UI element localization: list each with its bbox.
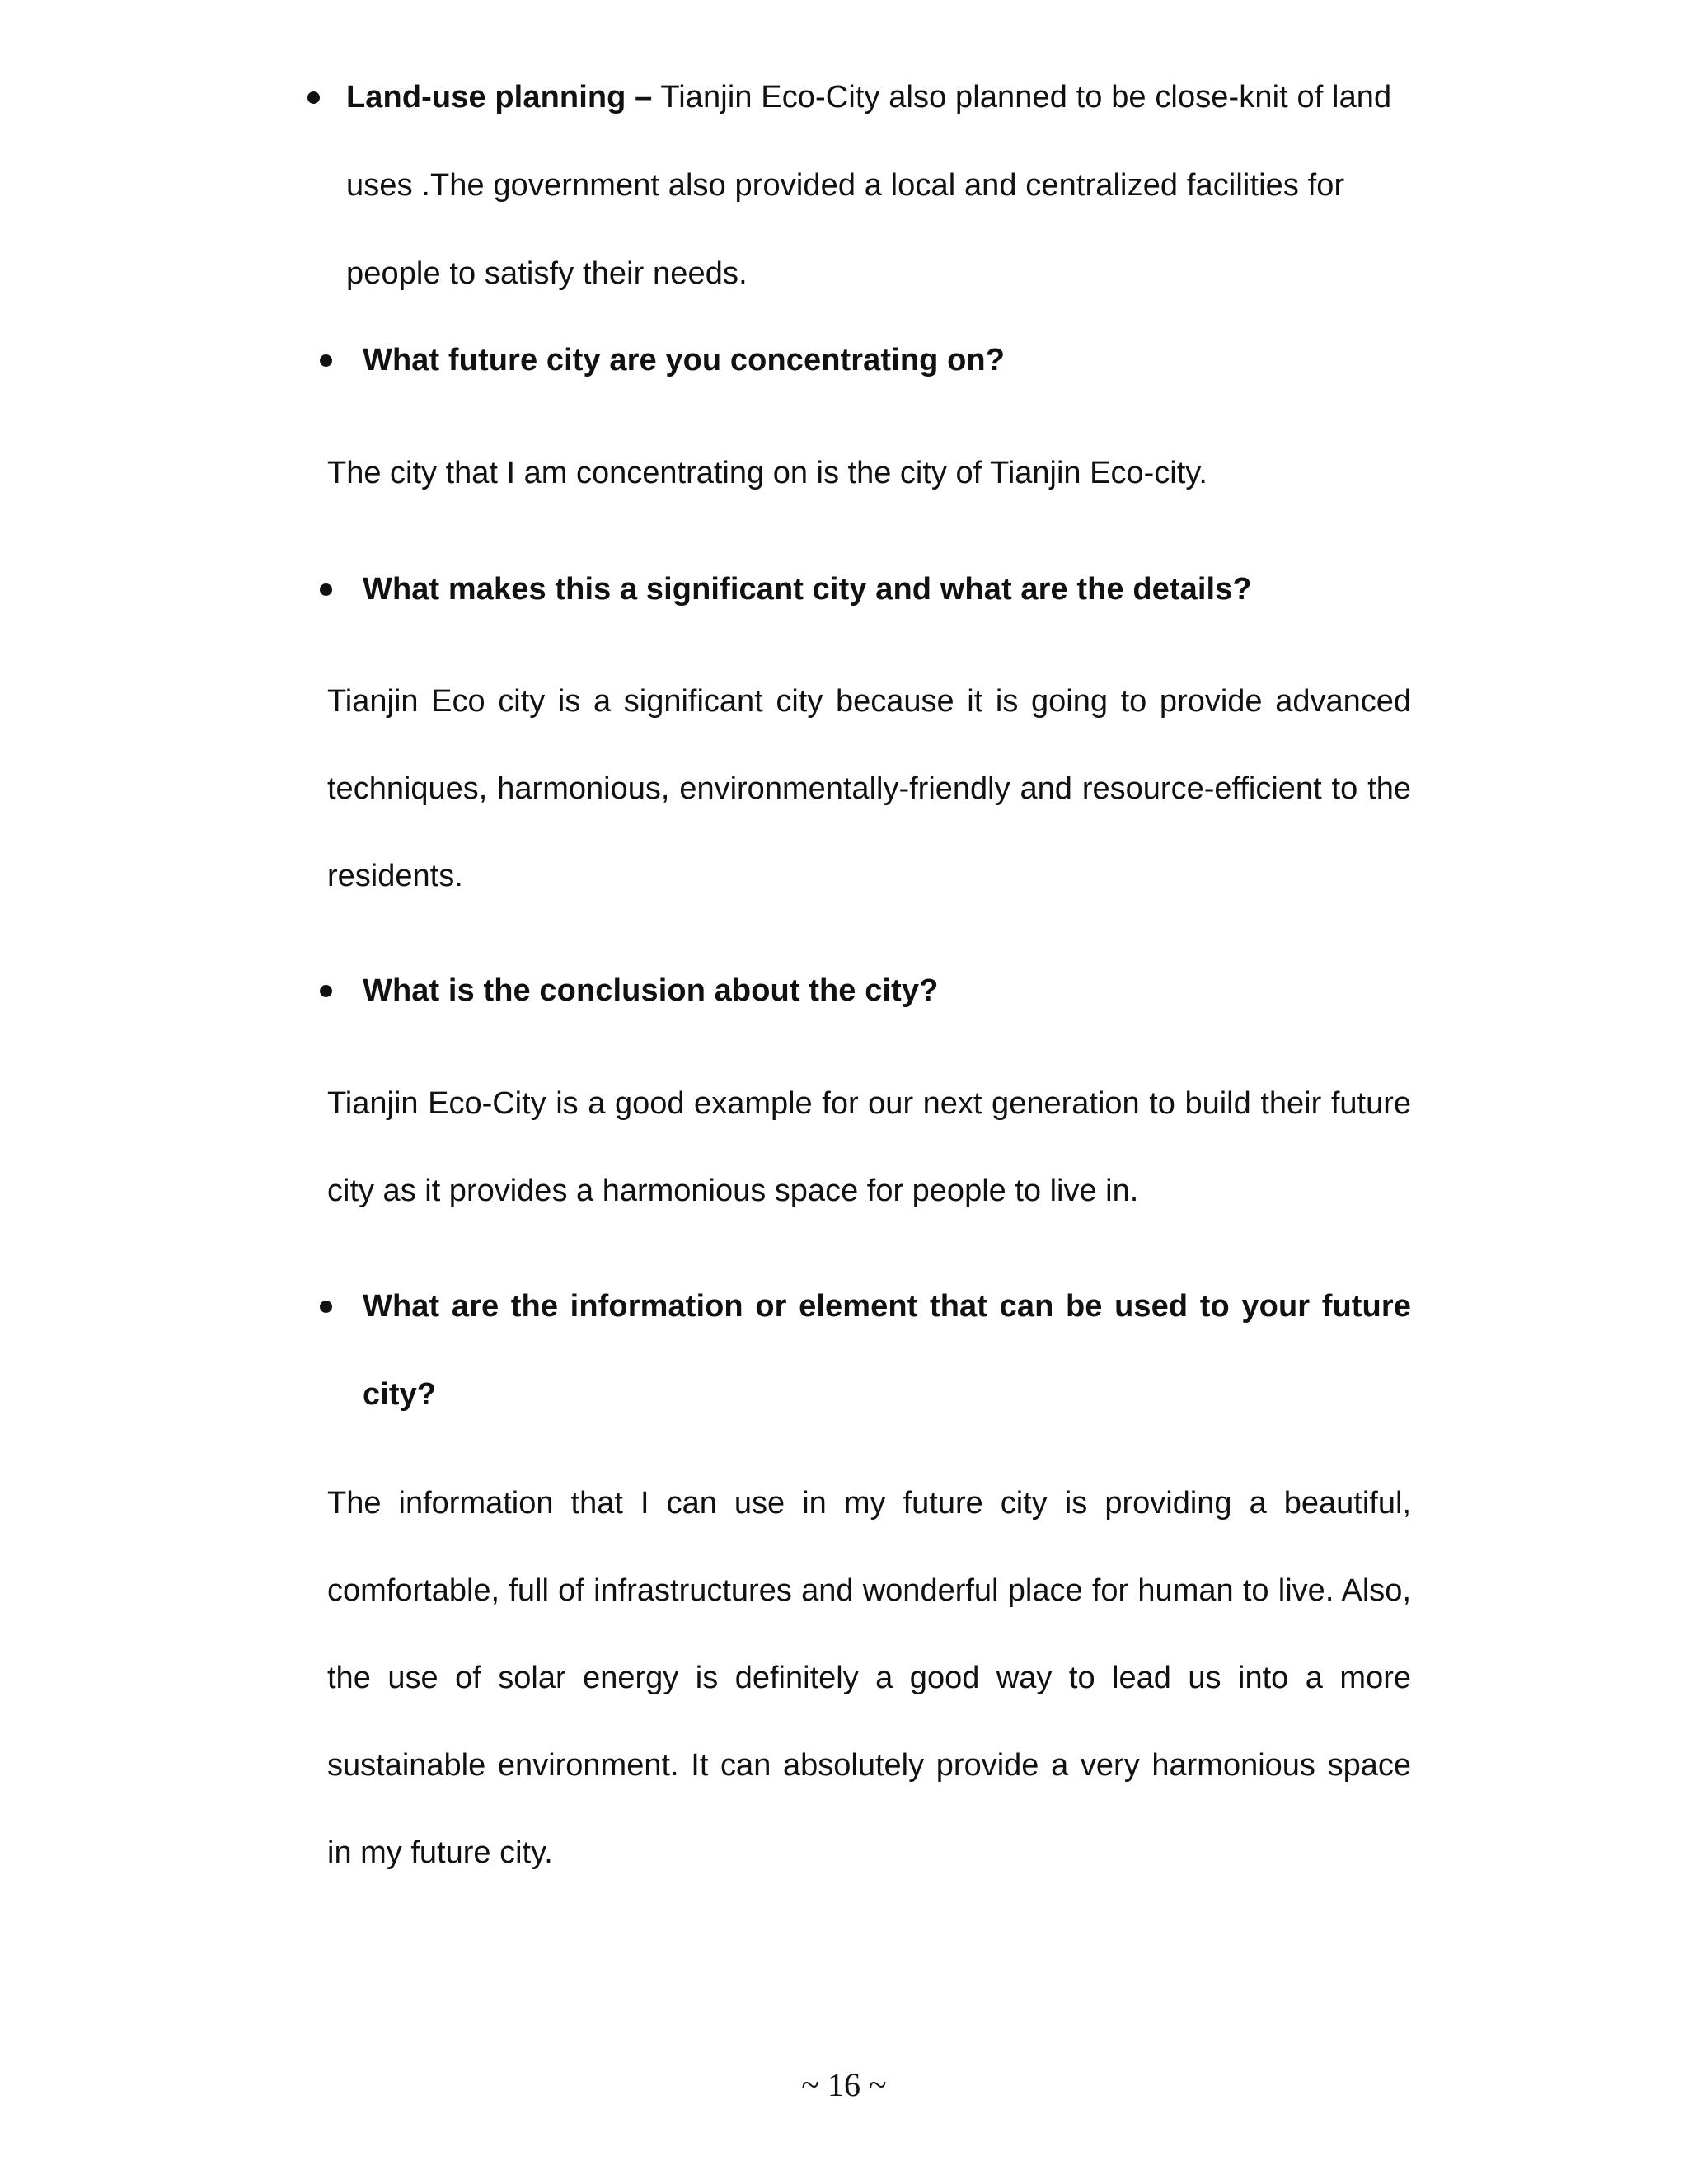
bullet-icon	[320, 1301, 332, 1313]
bullet-icon	[307, 91, 320, 104]
question-heading-4: What are the information or element that can be used to your future city?	[363, 1289, 1411, 1412]
answer-paragraph-3: Tianjin Eco-City is a good example for our next generation to build their future city as it provides a harmonious space for people to live in.	[327, 1086, 1411, 1208]
land-use-paragraph	[346, 54, 1418, 318]
bullet-icon	[320, 354, 332, 367]
page-number: ~ 16 ~	[801, 2066, 887, 2103]
question-heading-2: What makes this a significant city and what are the details?	[363, 572, 1252, 607]
land-use-text: Tianjin Eco-City also planned to be close-knit of land uses .The government also provided a local and centralized facilities for people to satisfy their needs.	[346, 80, 1392, 291]
answer-paragraph-1: The city that I am concentrating on is the city of Tianjin Eco-city.	[327, 456, 1207, 490]
question-heading-1: What future city are you concentrating on?	[363, 343, 1006, 377]
land-use-label: Land-use planning –	[346, 80, 653, 115]
answer-paragraph-4: The information that I can use in my future city is providing a beautiful, comfortable, full of infrastructures and wonderful place for human to live. Also, the use of solar energy is definitely a good way to lead us into a more sustainable environment. It can absolutely provide a very harmonious space in my future city.	[327, 1486, 1411, 1870]
question-heading-3: What is the conclusion about the city?	[363, 973, 939, 1008]
answer-paragraph-2: Tianjin Eco city is a significant city because it is going to provide advanced techniques, harmonious, environmentally-friendly and resource-efficient to the residents.	[327, 684, 1411, 893]
bullet-icon	[320, 985, 332, 997]
bullet-icon	[320, 583, 332, 596]
